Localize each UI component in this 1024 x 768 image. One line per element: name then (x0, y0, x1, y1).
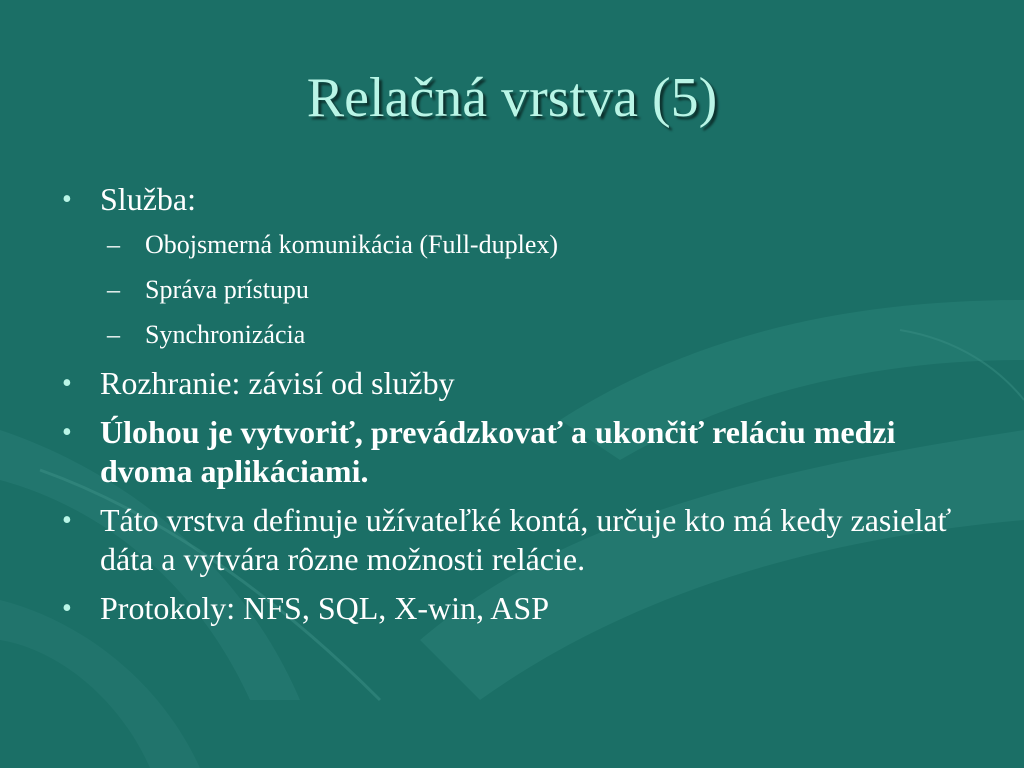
sub-item-synchronizacia (107, 319, 992, 351)
sub-item-text: Synchronizácia (145, 320, 306, 349)
bullet-item-protokoly (62, 589, 992, 628)
bullet-item-rozhranie (62, 364, 992, 403)
bullet-icon: • (62, 368, 72, 399)
bullet-text: Služba: (100, 181, 196, 217)
bullet-icon: • (62, 417, 72, 448)
dash-icon: – (107, 275, 120, 304)
bullet-icon: • (62, 505, 72, 536)
bullet-list (62, 180, 992, 638)
bullet-icon: • (62, 593, 72, 624)
sub-item-text: Správa prístupu (145, 275, 309, 304)
bullet-item-ulohou (62, 413, 992, 491)
bullet-text: Úlohou je vytvoriť, prevádzkovať a ukončiť reláciu medzi dvoma aplikáciami. (100, 414, 896, 489)
bullet-text: Protokoly: NFS, SQL, X-win, ASP (100, 590, 549, 626)
bullet-icon: • (62, 184, 72, 215)
dash-icon: – (107, 320, 120, 349)
sub-item-obojsmerna (107, 229, 992, 261)
bullet-item-sluzba (62, 180, 992, 219)
slide-title: Relačná vrstva (5) (306, 67, 718, 129)
sub-list-sluzba (107, 229, 992, 351)
dash-icon: – (107, 230, 120, 259)
bullet-text: Rozhranie: závisí od služby (100, 365, 455, 401)
sub-item-text: Obojsmerná komunikácia (Full-duplex) (145, 230, 559, 259)
bullet-text: Táto vrstva definuje užívateľké kontá, určuje kto má kedy zasielať dáta a vytvára rôzne možnosti relácie. (100, 502, 952, 577)
sub-item-sprava (107, 274, 992, 306)
bullet-item-tato-vrstva (62, 501, 992, 579)
